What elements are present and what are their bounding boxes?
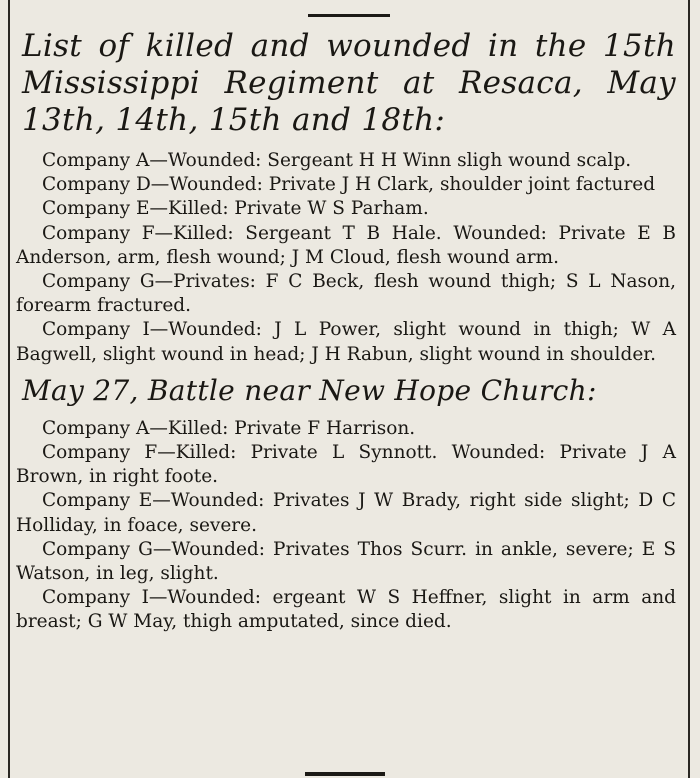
right-column-rule [688, 0, 690, 778]
casualty-entry: Company E—Killed: Private W S Parham. [42, 198, 429, 220]
left-column-rule [8, 0, 10, 778]
casualty-entry: Company E—Wounded: Privates J W Brady, right side slight; D C Holliday, in foace, severe. [16, 490, 676, 536]
new-hope-casualty-list [16, 417, 676, 635]
casualty-entry: Company D—Wounded: Private J H Clark, shoulder joint factured [42, 174, 656, 196]
headline-new-hope-church: May 27, Battle near New Hope Church: [22, 373, 597, 407]
headline-resaca: List of killed and wounded in the 15th Mississippi Regiment at Resaca, May 13th, 14th, 15th and 18th: [22, 28, 676, 138]
resaca-casualty-list [16, 149, 676, 367]
casualty-entry: Company A—Killed: Private F Harrison. [42, 417, 416, 439]
top-divider-rule [308, 14, 390, 17]
casualty-entry: Company G—Privates: F C Beck, flesh wound thigh; S L Nason, forearm fractured. [16, 271, 676, 317]
casualty-entry: Company F—Killed: Sergeant T B Hale. Wounded: Private E B Anderson, arm, flesh wound; J M Cloud, flesh wound arm. [16, 222, 676, 268]
casualty-entry: Company G—Wounded: Privates Thos Scurr. in ankle, severe; E S Watson, in leg, slight. [16, 538, 676, 585]
casualty-entry: Company I—Wounded: J L Power, slight wound in thigh; W A Bagwell, slight wound in head; J H Rabun, slight wound in shoulder. [16, 319, 676, 365]
casualty-entry: Company A—Wounded: Sergeant H H Winn sligh wound scalp. [42, 150, 632, 171]
bottom-divider-rule [305, 772, 385, 776]
article-column [16, 28, 676, 635]
casualty-entry: Company F—Killed: Private L Synnott. Wounded: Private J A Brown, in right foote. [16, 442, 676, 488]
casualty-entry: Company I—Wounded: ergeant W S Heffner, slight in arm and breast; G W May, thigh amputated, since died. [16, 587, 676, 633]
